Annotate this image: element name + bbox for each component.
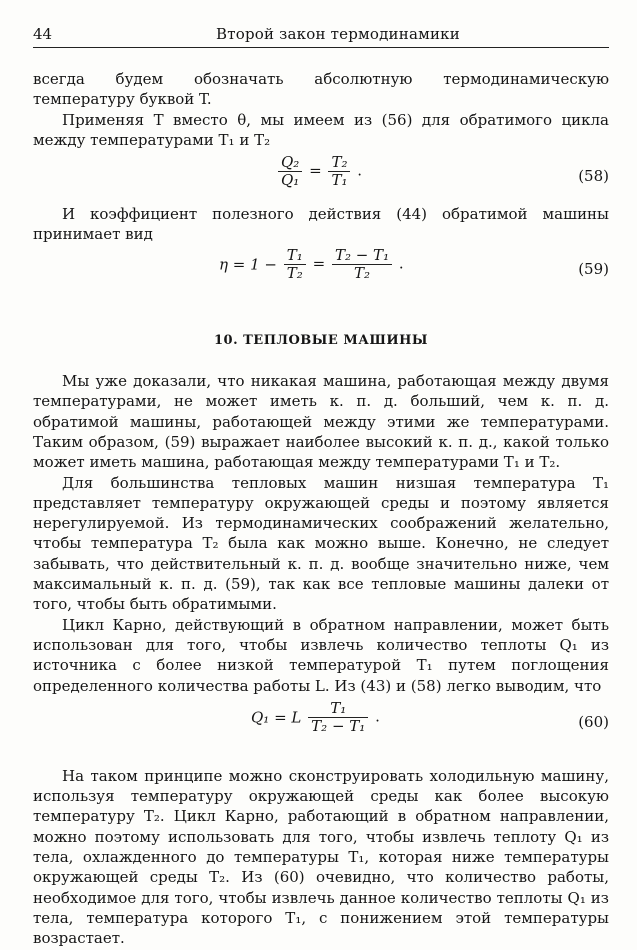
eq60-period: . — [375, 707, 380, 726]
paragraph-5: Для большинства тепловых машин низшая температура T₁ представляет температуру окружающей среды и поэтому является нерегулируемой. Из термодинамических соображений желательно, чтобы температура T₂ была как можно выше. Конечно, не следует забывать, что действительный к. п. д. вообще значительно ниже, чем максимальный к. п. д. (59), так как все тепловые машины далеки от того, чтобы быть обратимыми. — [33, 473, 609, 614]
eq58-label: (58) — [578, 167, 609, 186]
eq59-equals: = — [312, 254, 326, 273]
eq60-lhs: Q₁ = L — [251, 708, 302, 727]
book-page — [33, 25, 609, 948]
paragraph-1: всегда будем обозначать абсолютную термодинамическую температуру буквой T. — [33, 70, 609, 109]
equation-60 — [33, 700, 609, 744]
eq59-f1-num: T₁ — [284, 247, 306, 265]
eq59-f2-num: T₂ − T₁ — [332, 247, 392, 265]
spacer — [33, 744, 609, 766]
eq58-lhs-den: Q₁ — [281, 171, 300, 190]
section-heading: 10. ТЕПЛОВЫЕ МАШИНЫ — [213, 332, 428, 348]
eq58-rhs-den: T₁ — [331, 171, 348, 190]
eq58-period: . — [357, 161, 363, 180]
paragraph-7: На таком принципе можно сконструировать холодильную машину, используя температуру окружающей среды как более высокую температуру T₂. Цикл Карно, работающий в обратном направлении, можно поэтому использовать для того, чтобы извлечь теплоту Q₁ из тела, охлажденного до температуры T₁, которая ниже температуры окружающей среды T₂. Из (60) очевидно, что количество работы, необходимое для того, чтобы извлечь данное количество теплоты Q₁ из тела, температура которого T₁, с понижением этой температуры возрастает. — [33, 766, 609, 948]
eq59-f2-den: T₂ — [353, 263, 371, 282]
paragraph-3: И коэффициент полезного действия (44) обратимой машины принимает вид — [33, 205, 609, 244]
eq59-f1-den: T₂ — [286, 263, 303, 282]
paragraph-4: Мы уже доказали, что никакая машина, работающая между двумя температурами, не может иметь к. п. д. больший, чем к. п. д. обратимой машины, работающей между этими же температурами. Таким образом, (59) выражает наиболее высокий к. п. д., какой только может иметь машина, работающая между температурами T₁ и T₂. — [33, 372, 609, 472]
running-title: Второй закон термодинамики — [216, 25, 460, 43]
equation-58 — [33, 154, 609, 198]
eq59-lhs: η = 1 − — [219, 255, 277, 274]
equation-59 — [33, 247, 609, 291]
eq60-den: T₂ − T₁ — [311, 716, 366, 735]
page-number: 44 — [33, 25, 53, 43]
eq59-period: . — [398, 254, 404, 273]
eq58-rhs-num: T₂ — [328, 154, 350, 172]
eq59-label: (59) — [578, 259, 609, 278]
page-header — [33, 25, 609, 48]
eq58-lhs-num: Q₂ — [278, 154, 302, 172]
paragraph-2: Применяя T вместо θ, мы имеем из (56) для обратимого цикла между температурами T₁ и T₂ — [33, 110, 609, 149]
paragraph-6: Цикл Карно, действующий в обратном направлении, может быть использован для того, чтобы извлечь количество теплоты Q₁ из источника с более низкой температурой T₁ путем поглощения определенного количества работы L. Из (43) и (58) легко выводим, что — [33, 615, 609, 695]
eq58-equals: = — [309, 161, 322, 180]
page-body — [33, 69, 609, 949]
eq60-num: T₁ — [308, 700, 368, 718]
eq60-label: (60) — [578, 712, 609, 731]
